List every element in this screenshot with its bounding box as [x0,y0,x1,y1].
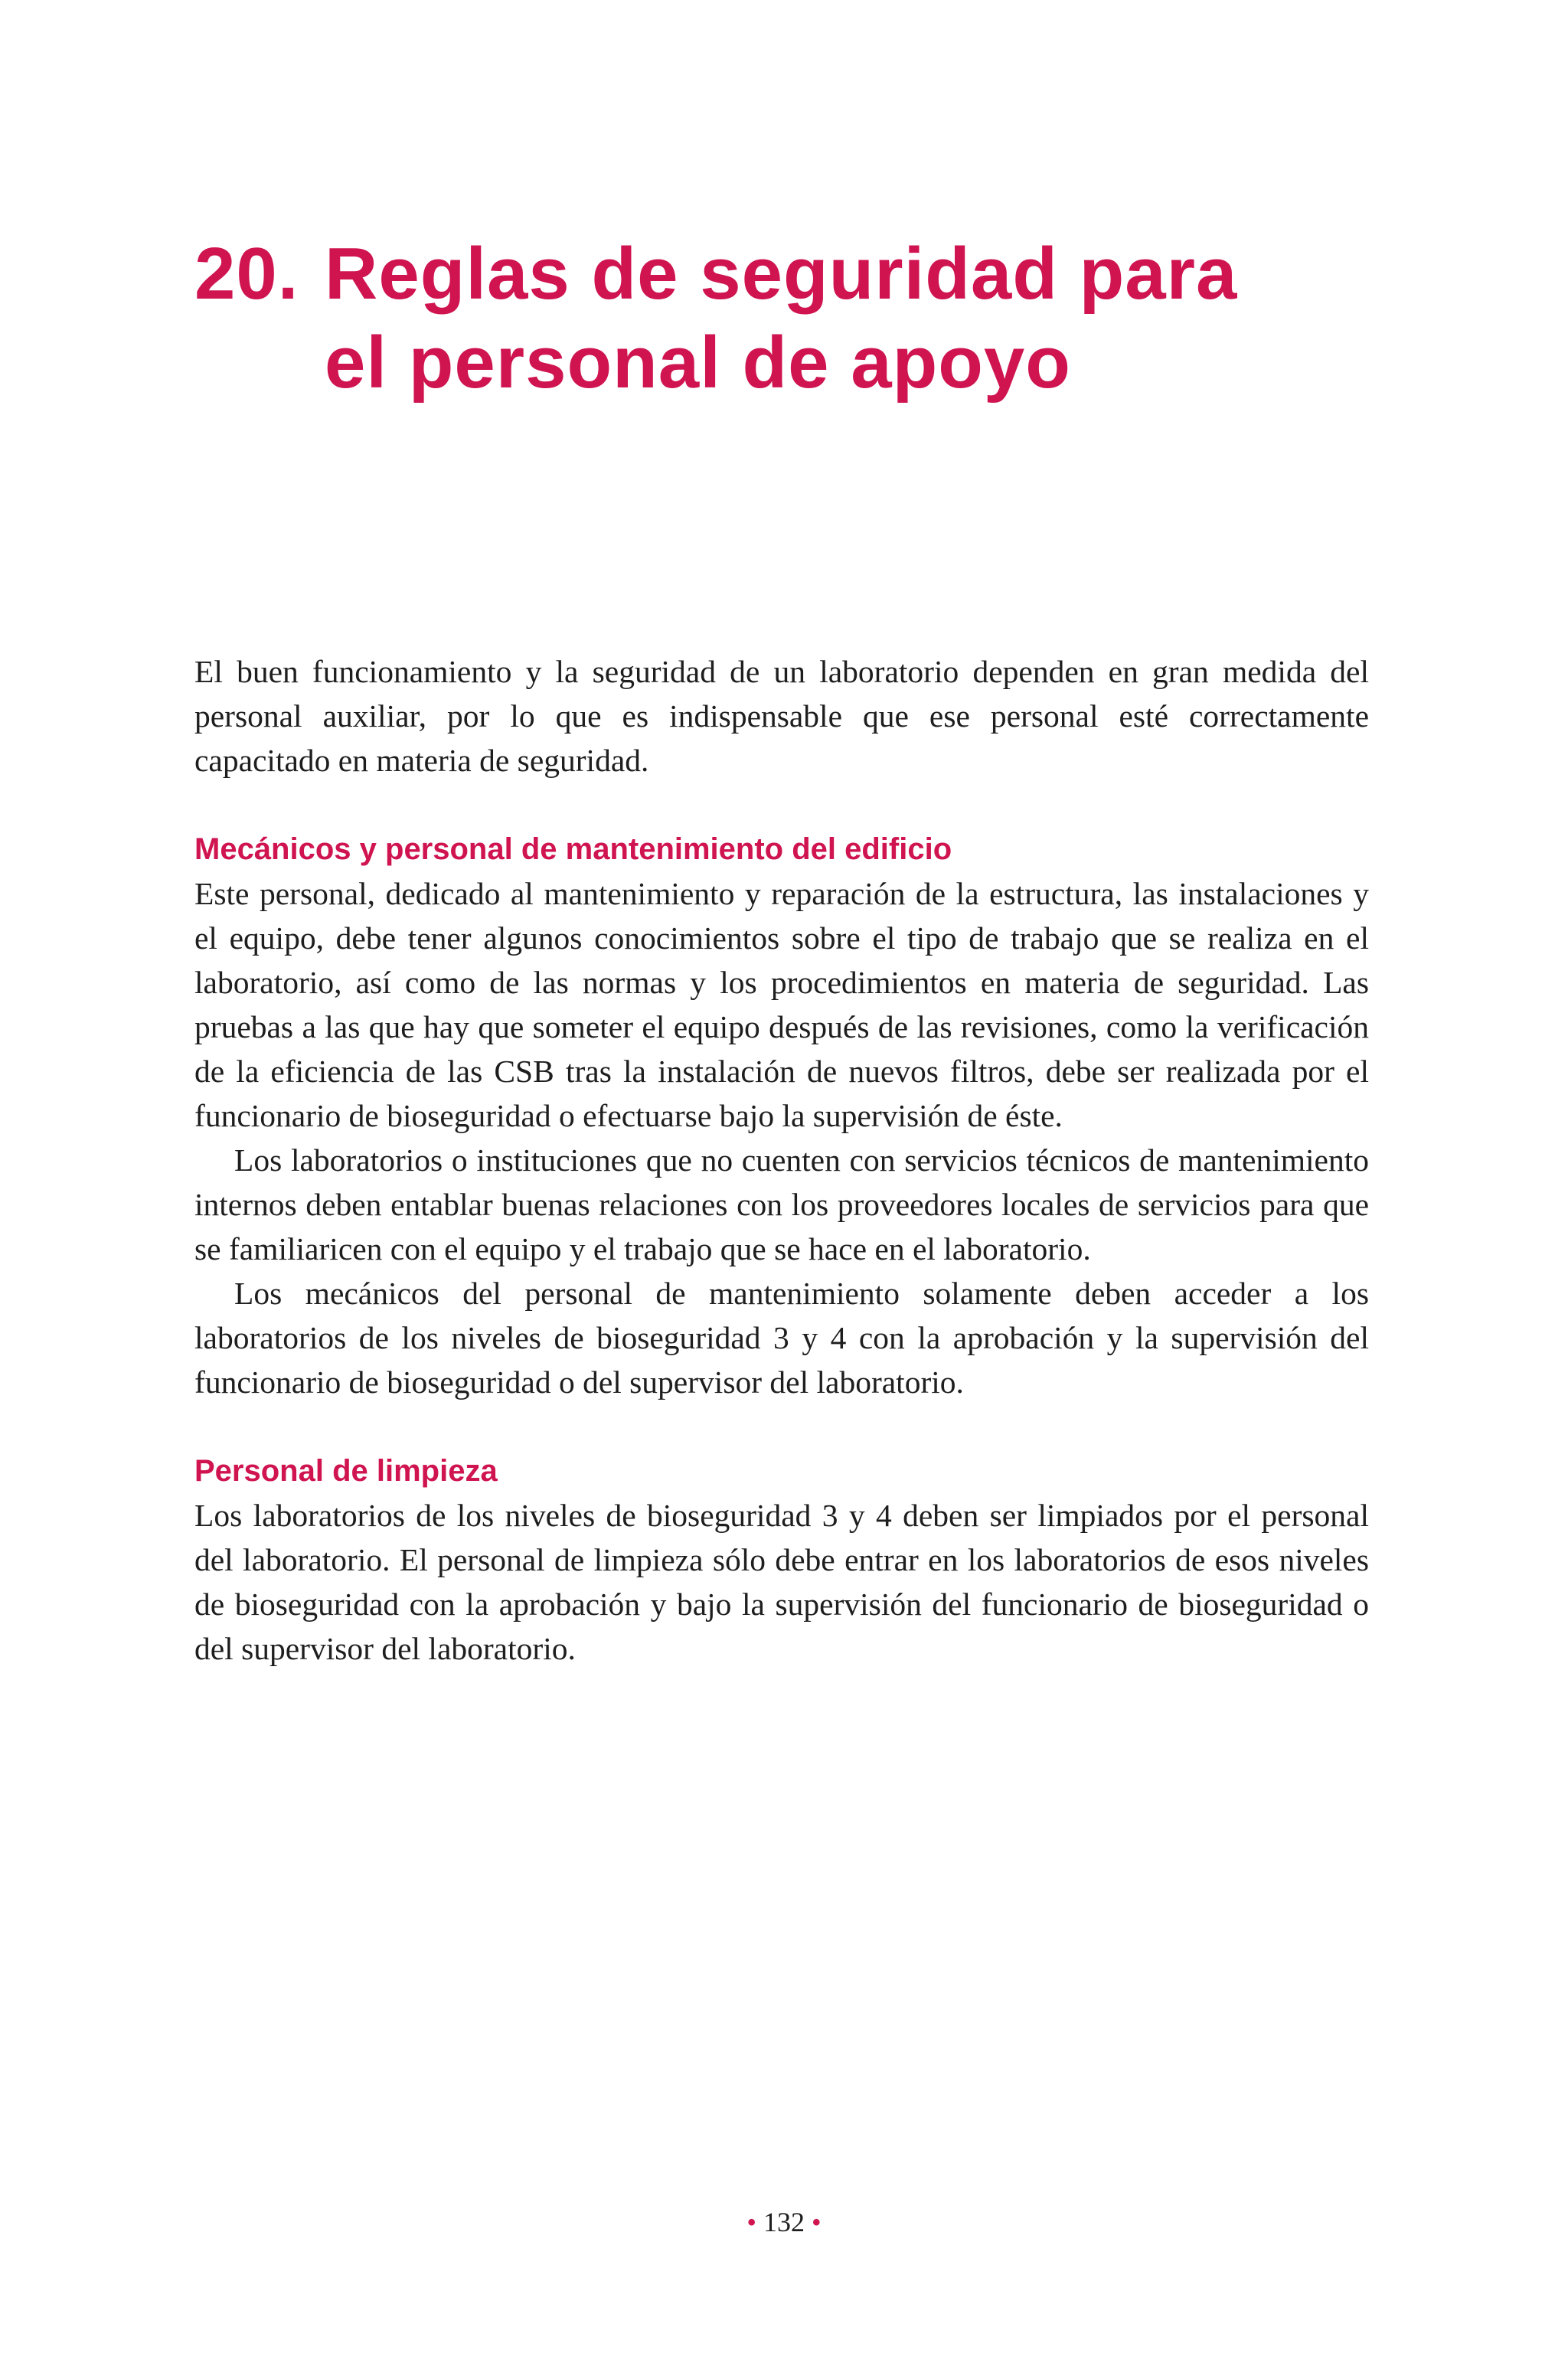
section-heading-maintenance: Mecánicos y personal de mantenimiento del edificio [194,832,952,866]
cleaning-paragraph-1: Los laboratorios de los niveles de bioseguridad 3 y 4 deben ser limpiados por el personal del laboratorio. El personal de limpieza sólo debe entrar en los laboratorios de esos niveles de bioseguridad con la aprobación y bajo la supervisión del funcionario de bioseguridad o del supervisor del laboratorio. [194,1498,1369,1666]
page-number-bullet-right: • [812,2207,822,2237]
maintenance-paragraph-2: Los laboratorios o instituciones que no cuenten con servicios técnicos de mantenimiento internos deben entablar buenas relaciones con los proveedores locales de servicios para que se familiaricen con el equipo y el trabajo que se hace en el laboratorio. [194,1142,1369,1266]
maintenance-paragraph-3: Los mecánicos del personal de mantenimiento solamente deben acceder a los laboratorios de los niveles de bioseguridad 3 y 4 con la aprobación y la supervisión del funcionario de bioseguridad o del supervisor del laboratorio. [194,1276,1369,1400]
chapter-title-text: Reglas de seguridad para el personal de apoyo [325,233,1238,404]
chapter-number: 20. [194,233,299,315]
intro-paragraph: El buen funcionamiento y la seguridad de un laboratorio dependen en gran medida del personal auxiliar, por lo que es indispensable que ese personal esté correctamente capacitado en materia de seguridad. [194,654,1369,778]
body-text [194,649,1369,1671]
chapter-title [194,230,1389,407]
page-number [0,2205,1568,2239]
section-spacer [194,783,1369,827]
section-heading-cleaning: Personal de limpieza [194,1454,498,1488]
maintenance-paragraph-1: Este personal, dedicado al mantenimiento y reparación de la estructura, las instalaciones y el equipo, debe tener algunos conocimientos sobre el tipo de trabajo que se realiza en el laboratorio, así como de las normas y los procedimientos en materia de seguridad. Las pruebas a las que hay que someter el equipo después de las revisiones, como la verificación de la eficiencia de las CSB tras la instalación de nuevos filtros, debe ser realizada por el funcionario de bioseguridad o efectuarse bajo la supervisión de éste. [194,876,1369,1133]
page-number-bullet-left: • [746,2207,756,2237]
page-number-value: 132 [763,2207,805,2237]
section-spacer [194,1404,1369,1449]
